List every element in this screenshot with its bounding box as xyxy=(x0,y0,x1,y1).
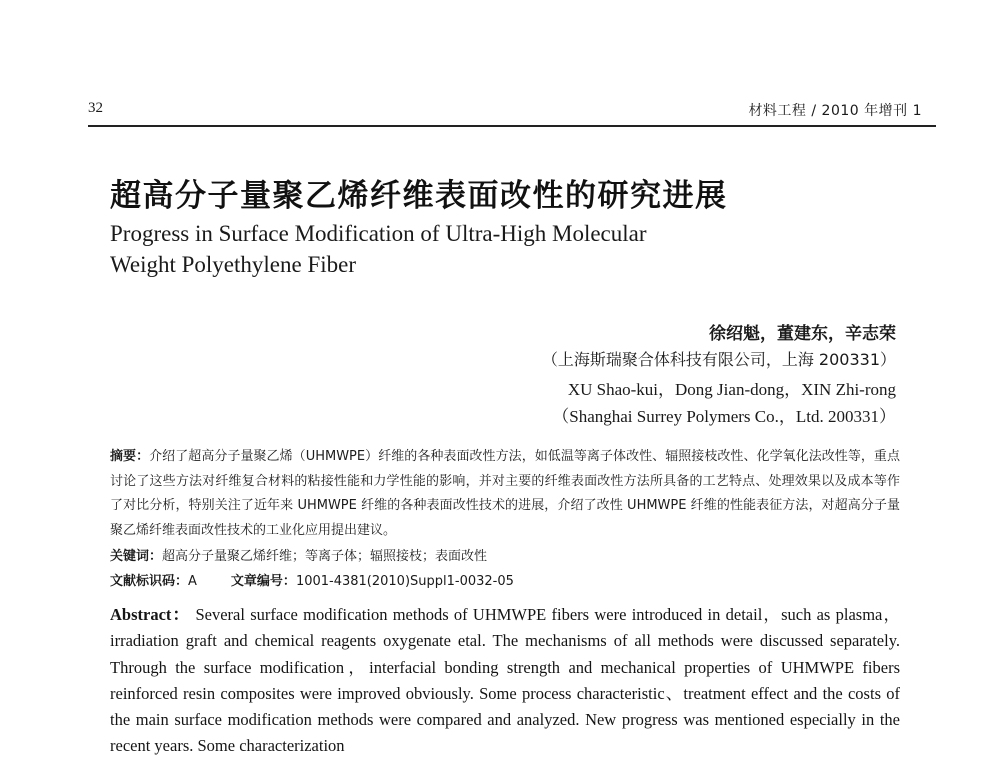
abstract-chinese xyxy=(110,445,900,543)
title-english-line-2: Weight Polyethylene Fiber xyxy=(110,252,356,277)
affiliation-chinese: （上海斯瑞聚合体科技有限公司，上海 200331） xyxy=(541,350,896,369)
document-info xyxy=(110,570,514,589)
doc-code-label: 文献标识码： xyxy=(110,574,189,589)
title-chinese: 超高分子量聚乙烯纤维表面改性的研究进展 xyxy=(110,178,728,214)
abstract-english-text: Several surface modification methods of UHMWPE fibers were introduced in detail，such as plasma，irradiation graft and chemical reagents oxygenate etal. The mechanisms of all methods were discussed separately. Through the surface modification，interfacial bonding strength and mechanical properties of UHMWPE fibers reinforced resin composites were improved obviously. Some process characteristic、treatment effect and the costs of the main surface modification methods were compared and analyzed. New progress was mentioned especially in the recent years. Some characterization xyxy=(110,605,901,756)
doc-code: A xyxy=(188,574,197,589)
title-english xyxy=(110,218,647,280)
abstract-english xyxy=(110,602,900,760)
keywords-label: 关键词： xyxy=(110,549,163,564)
journal-info: 材料工程 / 2010 年增刊 1 xyxy=(748,103,922,119)
abstract-chinese-label: 摘要： xyxy=(110,449,150,464)
title-english-line-1: Progress in Surface Modification of Ultra-High Molecular xyxy=(110,221,647,246)
page-number: 32 xyxy=(88,100,103,116)
affiliation-english: （Shanghai Surrey Polymers Co.，Ltd. 200331） xyxy=(552,407,896,426)
keywords-chinese xyxy=(110,545,487,564)
article-number: 1001-4381(2010)Suppl1-0032-05 xyxy=(295,574,514,589)
header-rule xyxy=(88,125,936,127)
article-number-label: 文章编号： xyxy=(230,574,296,589)
authors-english: XU Shao-kui，Dong Jian-dong，XIN Zhi-rong xyxy=(567,380,896,399)
authors-chinese: 徐绍魁，董建东，辛志荣 xyxy=(709,324,896,344)
abstract-chinese-text: 介绍了超高分子量聚乙烯（UHMWPE）纤维的各种表面改性方法，如低温等离子体改性、辐照接枝改性、化学氧化法改性等，重点讨论了这些方法对纤维复合材料的粘接性能和力学性能的影响，并对主要的纤维表面改性方法所具备的工艺特点、处理效果以及成本等作了对比分析，特别关注了近年来 UHMWPE 纤维的各种表面改性技术的进展，介绍了改性 UHMWPE 纤维的性能表征方法，对超高分子量聚乙烯纤维表面改性技术的工业化应用提出建议。 xyxy=(110,449,900,538)
keywords-text: 超高分子量聚乙烯纤维；等离子体；辐照接枝；表面改性 xyxy=(162,549,488,564)
abstract-english-label: Abstract： xyxy=(110,605,191,624)
